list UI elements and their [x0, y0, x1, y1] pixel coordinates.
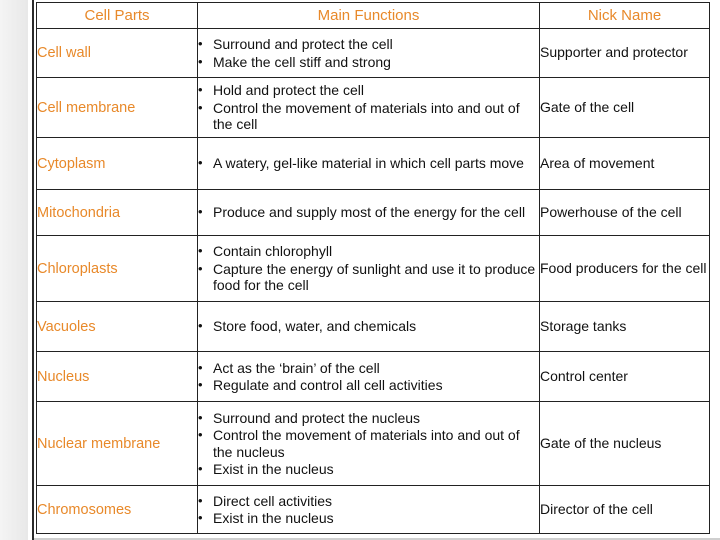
cell-parts-table: [36, 2, 710, 534]
function-item: • Surround and protect the nucleus: [198, 410, 539, 427]
nick-name-cell: Director of the cell: [540, 486, 710, 534]
function-item: • Contain chlorophyll: [198, 243, 539, 260]
function-item: • Exist in the nucleus: [198, 461, 539, 478]
nick-name-cell: Food producers for the cell: [540, 236, 710, 302]
main-functions-cell: [198, 486, 540, 534]
table-row: [37, 402, 710, 486]
function-item: • Make the cell stiff and strong: [198, 54, 539, 71]
cell-part-name: Chloroplasts: [37, 236, 198, 302]
function-item: • Surround and protect the cell: [198, 36, 539, 53]
main-functions-cell: [198, 402, 540, 486]
cell-part-name: Vacuoles: [37, 302, 198, 352]
header-nick-name: Nick Name: [540, 3, 710, 29]
nick-name-cell: Powerhouse of the cell: [540, 190, 710, 236]
table-body: [37, 29, 710, 534]
cell-part-name: Cell wall: [37, 29, 198, 78]
left-margin-bar: [0, 0, 34, 540]
cell-part-name: Cell membrane: [37, 78, 198, 138]
header-cell-parts: Cell Parts: [37, 3, 198, 29]
function-item: • Produce and supply most of the energy for the cell: [198, 204, 539, 221]
function-item: • Control the movement of materials into and out of the nucleus: [198, 427, 539, 460]
main-functions-cell: [198, 138, 540, 190]
functions-list: [198, 360, 539, 394]
table-row: [37, 486, 710, 534]
table-row: [37, 352, 710, 402]
cell-part-name: Chromosomes: [37, 486, 198, 534]
main-functions-cell: [198, 302, 540, 352]
table-row: [37, 190, 710, 236]
table-row: [37, 29, 710, 78]
functions-list: [198, 204, 539, 221]
cell-part-name: Mitochondria: [37, 190, 198, 236]
main-functions-cell: [198, 78, 540, 138]
functions-list: [198, 493, 539, 527]
function-item: • Capture the energy of sunlight and use it to produce food for the cell: [198, 261, 539, 294]
main-functions-cell: [198, 29, 540, 78]
cell-part-name: Nucleus: [37, 352, 198, 402]
nick-name-cell: Storage tanks: [540, 302, 710, 352]
header-main-functions: Main Functions: [198, 3, 540, 29]
function-item: • Control the movement of materials into and out of the cell: [198, 100, 539, 133]
functions-list: [198, 82, 539, 133]
function-item: • Regulate and control all cell activities: [198, 377, 539, 394]
function-item: • Exist in the nucleus: [198, 510, 539, 527]
main-functions-cell: [198, 236, 540, 302]
nick-name-cell: Area of movement: [540, 138, 710, 190]
main-functions-cell: [198, 352, 540, 402]
functions-list: [198, 155, 539, 172]
nick-name-cell: Control center: [540, 352, 710, 402]
function-item: • Hold and protect the cell: [198, 82, 539, 99]
table-row: [37, 78, 710, 138]
table-row: [37, 236, 710, 302]
nick-name-cell: Gate of the nucleus: [540, 402, 710, 486]
header-row: [37, 3, 710, 29]
functions-list: [198, 318, 539, 335]
function-item: • Direct cell activities: [198, 493, 539, 510]
cell-part-name: Cytoplasm: [37, 138, 198, 190]
nick-name-cell: Gate of the cell: [540, 78, 710, 138]
cell-part-name: Nuclear membrane: [37, 402, 198, 486]
left-margin-shade: [0, 0, 28, 540]
function-item: • A watery, gel-like material in which cell parts move: [198, 155, 539, 172]
functions-list: [198, 410, 539, 478]
function-item: • Act as the ‘brain’ of the cell: [198, 360, 539, 377]
table-row: [37, 138, 710, 190]
functions-list: [198, 36, 539, 70]
main-functions-cell: [198, 190, 540, 236]
function-item: • Store food, water, and chemicals: [198, 318, 539, 335]
nick-name-cell: Supporter and protector: [540, 29, 710, 78]
functions-list: [198, 243, 539, 294]
table-row: [37, 302, 710, 352]
